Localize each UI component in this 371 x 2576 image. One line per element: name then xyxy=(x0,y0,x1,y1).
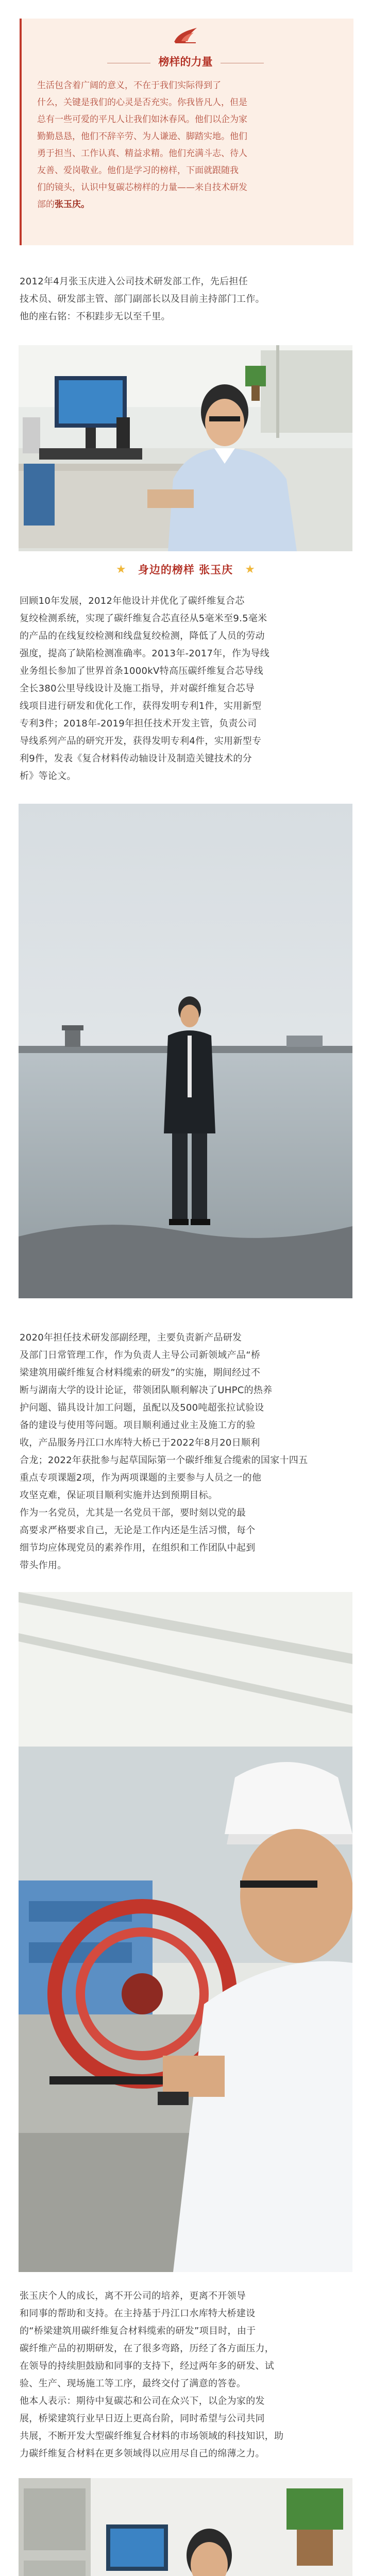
text-line: 梁建筑用碳纤维复合材料缆索的研发”的实施，期间经过不 xyxy=(20,1367,261,1378)
text-line: 2012年4月张玉庆进入公司技术研发部工作，先后担任 xyxy=(20,276,248,287)
text-line: 强度，提高了缺陷检测准确率。2013年-2017年，作为导线 xyxy=(20,648,270,659)
paragraph-achievements xyxy=(20,592,351,785)
paragraph-leadership xyxy=(20,1329,351,1574)
text-line: 他的座右铭：不积跬步无以至千里。 xyxy=(20,311,171,322)
office-work-image xyxy=(19,2478,352,2576)
photo-lakeside-portrait xyxy=(19,804,352,1298)
intro-line: 们的镜头，认识中复碳芯榜样的力量——来自技术研发 xyxy=(37,182,247,193)
intro-line: 勤勤恳恳，他们不辞辛劳、为人谦逊、脚踏实地。他们 xyxy=(37,131,247,142)
text-line: 重点专项课题2项，作为两项课题的主要参与人员之一的他 xyxy=(20,1472,262,1483)
paragraph-career-start xyxy=(20,273,351,326)
intro-line-prefix: 部的 xyxy=(37,199,55,210)
text-line: 2020年担任技术研发部副经理，主要负责新产品研发 xyxy=(20,1332,242,1343)
text-line: 护问题、锚具设计加工问题，虽配以及500吨超张拉试验设 xyxy=(20,1402,264,1413)
text-line: 技术员、研发部主管、部门副部长以及目前主持部门工作。 xyxy=(20,294,265,304)
text-line: 收，产品服务丹江口水库特大桥已于2022年8月20日顺利 xyxy=(20,1437,260,1448)
text-line: 碳纤维产品的初期研发，在了很多弯路，历经了各方面压力， xyxy=(20,2343,275,2354)
text-line: 展，桥梁建筑行业早日迈上更高台阶，同时希望与公司共同 xyxy=(20,2413,265,2424)
photo-caption-row xyxy=(0,562,371,577)
paragraph-growth xyxy=(20,2287,351,2463)
intro-line xyxy=(37,196,336,213)
text-line: 利9件，发表《复合材料传动轴设计及制造关键技术的分 xyxy=(20,753,252,764)
text-line: 专利3件；2018年-2019年担任技术开发主管，负责公司 xyxy=(20,718,257,729)
text-line: 力碳纤维复合材料在更多领域得以应用尽自己的绵薄之力。 xyxy=(20,2448,265,2459)
text-line: 合龙；2022年获批参与起草国际第一个碳纤维复合缆索的国家十四五 xyxy=(20,1455,308,1466)
intro-line: 生活包含着广阔的意义，不在于我们实际得到了 xyxy=(37,80,221,91)
text-line: 断与湖南大学的设计论证，带领团队顺利解决了UHPC的热养 xyxy=(20,1385,273,1396)
text-line: 攻坚克难，保证项目顺利实施并达到预期目标。 xyxy=(20,1490,218,1501)
text-line: 导线系列产品的研究开发，获得发明专利4件，实用新型专 xyxy=(20,736,262,747)
text-line: 共展，不断开发大型碳纤维复合材料的市场领域的科技知识，助 xyxy=(20,2431,284,2442)
text-line: 复绞检测系统，实现了碳纤维复合芯直径从5毫米至9.5毫米 xyxy=(20,613,267,624)
star-icon: ★ xyxy=(116,563,126,576)
text-line: 带头作用。 xyxy=(20,1560,67,1571)
intro-line: 友善、爱岗敬业。他们是学习的榜样，下面就跟随我 xyxy=(37,165,239,176)
photo-caption: 身边的榜样 张玉庆 xyxy=(138,564,233,576)
photo-office-working xyxy=(19,2478,352,2576)
star-icon: ★ xyxy=(245,563,255,576)
text-line: 高要求严格要求自己，无论是工作内还是生活习惯，每个 xyxy=(20,1525,256,1536)
text-line: 在领导的持续胆鼓励和同事的支持下，经过两年多的研发、试 xyxy=(20,2361,275,2371)
text-line: 的产品的在线复绞检测和线盘复绞检测，降低了人员的劳动 xyxy=(20,631,265,641)
photo-office-at-desk xyxy=(19,345,352,551)
lakeside-scene-image xyxy=(19,804,352,1298)
text-line: 和同事的帮助和支持。在主持基于丹江口水库特大桥建设 xyxy=(20,2308,256,2319)
text-line: 的“桥梁建筑用碳纤维复合材料缆索的研发”项目时，由于 xyxy=(20,2326,256,2336)
intro-title-row xyxy=(0,54,371,69)
text-line: 备的建设与使用等问题。项目顺利通过业主及施工方的验 xyxy=(20,1420,256,1431)
text-line: 业务组长参加了世界首条1000kV特高压碳纤维复合芯导线 xyxy=(20,666,263,676)
intro-text xyxy=(37,77,336,213)
intro-line: 总有一些可爱的平凡人让我们如沐春风。他们以企为家 xyxy=(37,114,247,125)
text-line: 细节均应体现党员的素养作用，在组织和工作团队中起到 xyxy=(20,1543,256,1553)
text-line: 验、生产、现场施工等工序，最终交付了满意的答卷。 xyxy=(20,2378,246,2389)
intro-person-name: 张玉庆。 xyxy=(55,199,90,210)
intro-line: 勇于担当、工作认真、精益求精。他们充满斗志、待人 xyxy=(37,148,247,159)
text-line: 作为一名党员，尤其是一名党员干部，要时刻以党的最 xyxy=(20,1507,246,1518)
text-line: 他本人表示：期待中复碳芯和公司在众兴下，以企为家的发 xyxy=(20,2396,265,2406)
photo-factory-inspection xyxy=(19,1592,352,2272)
intro-line: 什么，关键是我们的心灵是否充实。你我皆凡人，但是 xyxy=(37,97,247,108)
text-line: 张玉庆个人的成长，离不开公司的培养，更离不开领导 xyxy=(20,2291,246,2301)
flame-emblem-icon xyxy=(170,24,201,46)
text-line: 回顾10年发展，2012年他设计并优化了碳纤维复合芯 xyxy=(20,596,245,606)
text-line: 全长380公里导线设计及施工指导，并对碳纤维复合芯导 xyxy=(20,683,255,694)
factory-scene-image xyxy=(19,1592,352,2272)
text-line: 及部门日常管理工作，作为负责人主导公司新领域产品“桥 xyxy=(20,1350,261,1361)
text-line: 析》等论文。 xyxy=(20,771,76,782)
office-scene-image xyxy=(19,345,352,551)
text-line: 线项目进行研发和优化工作，获得发明专利1件，实用新型 xyxy=(20,701,262,711)
intro-title: 榜样的力量 xyxy=(158,56,213,68)
